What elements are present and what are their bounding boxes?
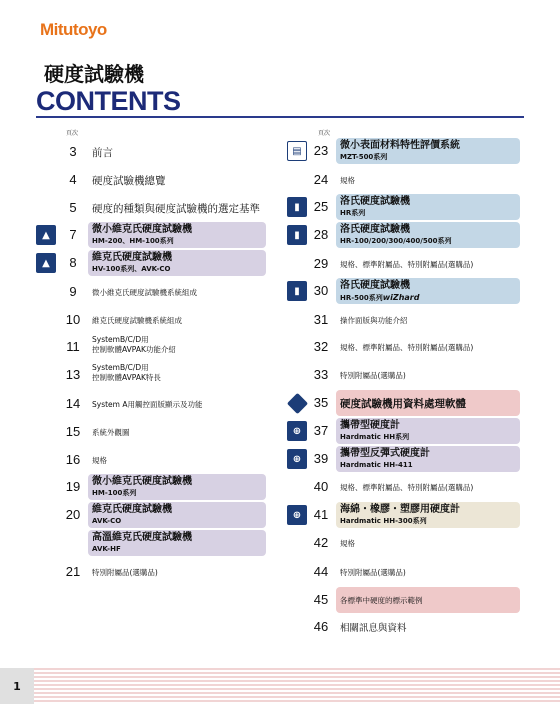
microscope-icon: ▲ <box>36 225 56 245</box>
toc-entry[interactable] <box>306 474 522 500</box>
toc-entry[interactable] <box>306 614 522 640</box>
toc-title: 洛氏硬度試驗機 <box>340 196 410 207</box>
toc-page-number: 25 <box>313 199 329 214</box>
toc-entry[interactable] <box>306 502 522 528</box>
document-icon: ▤ <box>287 141 307 161</box>
toc-entry[interactable] <box>306 418 522 444</box>
toc-subtitle: AVK-CO <box>92 517 122 525</box>
toc-page-number: 37 <box>313 423 329 438</box>
toc-title: 微小維克氏硬度試驗機 <box>92 224 192 235</box>
toc-page-number: 44 <box>313 564 329 579</box>
toc-title: 微小表面材料特性評價系統 <box>340 140 460 151</box>
left-page-label: 頁次 <box>66 130 79 137</box>
toc-entry[interactable] <box>58 334 268 360</box>
footer-band <box>0 668 560 704</box>
toc-entry[interactable] <box>306 194 522 220</box>
toc-label: 規格、標準附屬品、特別附屬品(選購品) <box>340 482 474 492</box>
toc-label: 操作面版與功能介紹 <box>340 315 408 325</box>
toc-label: 規格、標準附屬品、特別附屬品(選購品) <box>340 342 474 352</box>
toc-label <box>340 223 451 247</box>
toc-title: 高溫維克氏硬度試驗機 <box>92 532 192 543</box>
toc-page-number: 16 <box>65 452 81 467</box>
toc-label: System A用觸控面版顯示及功能 <box>92 399 203 409</box>
page-title-contents: CONTENTS <box>36 86 181 116</box>
toc-page-number: 42 <box>313 535 329 550</box>
toc-subtitle: 控制軟體AVPAK功能介紹 <box>92 345 176 354</box>
toc-subtitle: MZT-500系列 <box>340 153 388 161</box>
toc-label <box>340 503 460 527</box>
toc-title: 攜帶型反彈式硬度計 <box>340 448 430 459</box>
toc-label <box>92 251 172 275</box>
toc-title: 洛氏硬度試驗機 <box>340 224 410 235</box>
toc-label <box>340 447 430 471</box>
toc-label: 相關訊息與資料 <box>340 623 407 634</box>
toc-entry[interactable] <box>58 250 268 276</box>
toc-subtitle: HV-100系列、AVK-CO <box>92 265 171 273</box>
toc-label: 規格 <box>92 455 107 465</box>
toc-page-number <box>58 530 88 556</box>
portable-tester-icon: ⊕ <box>287 449 307 469</box>
toc-entry[interactable] <box>58 391 268 417</box>
rockwell-icon: ▮ <box>287 197 307 217</box>
toc-page-number: 20 <box>65 507 81 522</box>
toc-title: 微小維克氏硬度試驗機 <box>92 476 192 487</box>
toc-page-number: 10 <box>65 312 81 327</box>
toc-page-number: 29 <box>313 256 329 271</box>
toc-entry[interactable] <box>58 559 268 585</box>
toc-entry[interactable] <box>58 307 268 333</box>
mitutoyo-logo: Mitutoyo <box>40 20 107 39</box>
toc-label: 前言 <box>92 146 113 159</box>
toc-title: 維克氏硬度試驗機 <box>92 252 172 263</box>
toc-label: 維克氏硬度試驗機系統組成 <box>92 315 182 325</box>
toc-entry[interactable] <box>306 251 522 277</box>
software-diamond-icon <box>287 393 308 414</box>
rockwell-icon: ▮ <box>287 281 307 301</box>
toc-label: 特別附屬品(選購品) <box>340 567 406 577</box>
toc-page-number: 7 <box>69 227 77 242</box>
toc-page-number: 21 <box>65 564 81 579</box>
title-divider <box>36 116 524 118</box>
toc-entry[interactable] <box>58 502 268 528</box>
toc-page-number: 3 <box>69 144 77 159</box>
toc-subtitle: Hardmatic HH-411 <box>340 461 413 469</box>
toc-page-number: 24 <box>313 172 329 187</box>
toc-entry[interactable] <box>58 195 268 221</box>
toc-page-number: 15 <box>65 424 81 439</box>
toc-label: 規格、標準附屬品、特別附屬品(選購品) <box>340 259 474 269</box>
toc-page-number: 28 <box>313 227 329 242</box>
toc-entry[interactable] <box>306 446 522 472</box>
toc-entry[interactable] <box>306 307 522 333</box>
toc-entry[interactable] <box>58 362 268 388</box>
toc-subtitle <box>340 292 419 304</box>
toc-label: 系統外觀圖 <box>92 427 130 437</box>
toc-label <box>92 363 161 383</box>
toc-page-number: 32 <box>313 339 329 354</box>
toc-page-number: 13 <box>65 367 81 382</box>
toc-page-number: 5 <box>69 200 77 215</box>
toc-label <box>92 335 176 355</box>
toc-entry[interactable] <box>306 390 522 416</box>
toc-title: 洛氏硬度試驗機 <box>340 280 410 291</box>
footer-page-number: 1 <box>0 668 34 704</box>
toc-page-number: 35 <box>313 395 329 410</box>
toc-entry[interactable] <box>306 138 522 164</box>
toc-title: 海綿・橡膠・塑膠用硬度計 <box>340 504 460 515</box>
toc-page-number: 11 <box>66 339 80 354</box>
toc-entry[interactable] <box>58 222 268 248</box>
toc-subtitle: Hardmatic HH系列 <box>340 433 410 441</box>
toc-entry[interactable] <box>306 362 522 388</box>
toc-page-number: 33 <box>313 367 329 382</box>
toc-label: 規格 <box>340 175 355 185</box>
toc-title: 維克氏硬度試驗機 <box>92 504 172 515</box>
toc-label: 硬度的種類與硬度試驗機的選定基準 <box>92 202 260 215</box>
toc-subtitle: HR系列 <box>340 209 366 217</box>
toc-label: 微小維克氏硬度試驗機系統組成 <box>92 287 197 297</box>
toc-page-number: 19 <box>65 479 81 494</box>
toc-label: 特別附屬品(選購品) <box>340 370 406 380</box>
toc-page-number: 41 <box>313 507 329 522</box>
toc-page-number: 8 <box>69 255 77 270</box>
toc-subtitle: HM-100系列 <box>92 489 137 497</box>
toc-entry[interactable] <box>306 559 522 585</box>
toc-entry[interactable] <box>58 447 268 473</box>
toc-page-number: 39 <box>313 451 329 466</box>
toc-label <box>340 419 409 443</box>
toc-subtitle: 控制軟體AVPAK特長 <box>92 373 161 382</box>
toc-label: 各標準中硬度的標示範例 <box>340 595 423 605</box>
toc-subtitle-series: HR-500系列 <box>340 294 383 302</box>
rockwell-icon: ▮ <box>287 225 307 245</box>
toc-label <box>340 139 460 163</box>
toc-entry[interactable] <box>58 167 268 193</box>
toc-entry[interactable] <box>306 334 522 360</box>
toc-entry[interactable] <box>306 587 522 613</box>
toc-title: SystemB/C/D用 <box>92 335 149 344</box>
right-page-label: 頁次 <box>318 130 331 137</box>
toc-title: SystemB/C/D用 <box>92 363 149 372</box>
toc-label: 特別附屬品(選購品) <box>92 567 158 577</box>
toc-page-number: 14 <box>65 396 81 411</box>
toc-label <box>340 279 419 304</box>
toc-page-number: 23 <box>313 143 329 158</box>
toc-label <box>92 503 172 527</box>
toc-entry[interactable] <box>306 278 522 304</box>
portable-tester-icon: ⊕ <box>287 421 307 441</box>
toc-entry[interactable] <box>306 167 522 193</box>
microscope-icon: ▲ <box>36 253 56 273</box>
toc-label: 規格 <box>340 538 355 548</box>
toc-subtitle: Hardmatic HH-300系列 <box>340 517 427 525</box>
toc-entry[interactable] <box>306 222 522 248</box>
wizhard-mark: wiZhard <box>382 293 420 302</box>
toc-page-number: 30 <box>313 283 329 298</box>
toc-label: 硬度試驗機用資料處理軟體 <box>340 397 466 410</box>
toc-page-number: 40 <box>313 479 329 494</box>
toc-page-number: 45 <box>313 592 329 607</box>
toc-entry[interactable] <box>58 530 268 556</box>
toc-label <box>340 195 410 219</box>
toc-subtitle: HR-100/200/300/400/500系列 <box>340 237 452 245</box>
toc-page-number: 9 <box>69 284 77 299</box>
toc-title: 攜帶型硬度計 <box>340 420 400 431</box>
toc-entry[interactable] <box>306 530 522 556</box>
toc-entry[interactable] <box>58 279 268 305</box>
toc-entry[interactable] <box>58 139 268 165</box>
toc-page-number: 31 <box>313 312 329 327</box>
toc-page-number: 4 <box>69 172 77 187</box>
toc-subtitle: AVK-HF <box>92 545 121 553</box>
toc-entry[interactable] <box>58 474 268 500</box>
toc-subtitle: HM-200、HM-100系列 <box>92 237 174 245</box>
page-title-zh: 硬度試驗機 <box>44 62 144 86</box>
toc-page-number: 46 <box>313 619 329 634</box>
toc-label <box>92 223 192 247</box>
toc-entry[interactable] <box>58 419 268 445</box>
toc-label: 硬度試驗機總覽 <box>92 174 166 187</box>
toc-label <box>92 475 192 499</box>
portable-tester-icon: ⊕ <box>287 505 307 525</box>
toc-label <box>92 531 192 555</box>
